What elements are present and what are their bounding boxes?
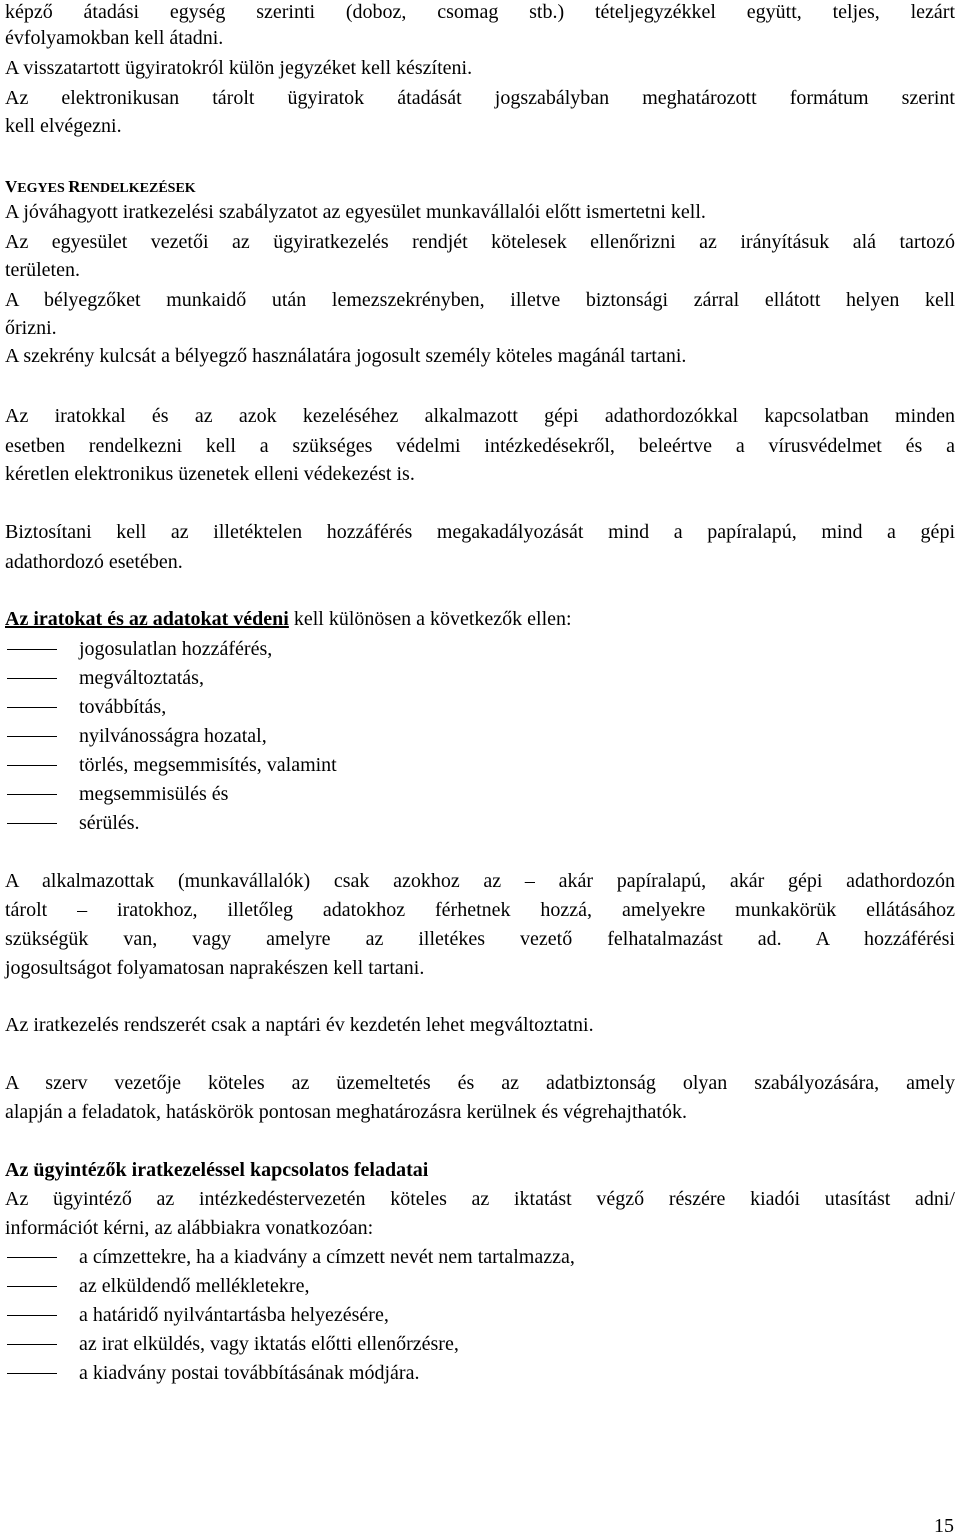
text-line: A alkalmazottak (munkavállalók) csak azokhoz az – akár papíralapú, akár gépi adathordozón xyxy=(5,870,955,892)
text-line: A szerv vezetője köteles az üzemeltetés és az adatbiztonság olyan szabályozására, amely xyxy=(5,1072,955,1094)
text-line: jogosultságot folyamatosan naprakészen kell tartani. xyxy=(5,957,425,979)
list-item: továbbítás, xyxy=(79,696,167,718)
list-dash xyxy=(7,736,57,737)
list-dash xyxy=(7,1286,57,1287)
text-line: A visszatartott ügyiratokról külön jegyzéket kell készíteni. xyxy=(5,57,473,79)
text-line: területen. xyxy=(5,259,80,281)
list-dash xyxy=(7,794,57,795)
list-dash xyxy=(7,649,57,650)
text-line: adathordozó esetében. xyxy=(5,551,183,573)
list-item: megsemmisülés és xyxy=(79,783,229,805)
list-item: az elküldendő mellékletekre, xyxy=(79,1275,310,1297)
list-dash xyxy=(7,678,57,679)
page-number: 15 xyxy=(934,1515,954,1537)
vedeni-intro-rest: kell különösen a következők ellen: xyxy=(288,608,572,630)
text-line: képző átadási egység szerinti (doboz, csomag stb.) tételjegyzékkel együtt, teljes, lezárt xyxy=(5,1,955,23)
list-dash xyxy=(7,1257,57,1258)
text-line: Az elektronikusan tárolt ügyiratok átadását jogszabályban meghatározott formátum szerint xyxy=(5,87,955,109)
text-line: tárolt – iratokhoz, illetőleg adatokhoz férhetnek hozzá, amelyekre munkakörük ellátásához xyxy=(5,899,955,921)
text-line: Az egyesület vezetői az ügyiratkezelés rendjét kötelesek ellenőrizni az irányításuk alá tartozó xyxy=(5,231,955,253)
list-dash xyxy=(7,1344,57,1345)
text-line: Az iratokkal és az azok kezeléséhez alkalmazott gépi adathordozókkal kapcsolatban minden xyxy=(5,405,955,427)
text-line: A szekrény kulcsát a bélyegző használatára jogosult személy köteles magánál tartani. xyxy=(5,345,687,367)
text-line: alapján a feladatok, hatáskörök pontosan meghatározásra kerülnek és végrehajthatók. xyxy=(5,1101,687,1123)
list-item: nyilvánosságra hozatal, xyxy=(79,725,267,747)
list-dash xyxy=(7,765,57,766)
text-line: A jóváhagyott iratkezelési szabályzatot az egyesület munkavállalói előtt ismertetni kell. xyxy=(5,201,706,223)
text-line: Biztosítani kell az illetéktelen hozzáférés megakadályozását mind a papíralapú, mind a gépi xyxy=(5,521,955,543)
list-item: jogosulatlan hozzáférés, xyxy=(79,638,273,660)
text-line: kell elvégezni. xyxy=(5,115,122,137)
list-item: megváltoztatás, xyxy=(79,667,204,689)
text-line: információt kérni, az alábbiakra vonatkozóan: xyxy=(5,1217,374,1239)
list-item: a határidő nyilvántartásba helyezésére, xyxy=(79,1304,389,1326)
section-heading-vegyes: VEGYES RENDELKEZÉSEK xyxy=(5,177,196,196)
text-line: A bélyegzőket munkaidő után lemezszekrényben, illetve biztonsági zárral ellátott helyen kell xyxy=(5,289,955,311)
text-line: kéretlen elektronikus üzenetek elleni védekezést is. xyxy=(5,463,415,485)
text-line: esetben rendelkezni kell a szükséges védelmi intézkedésekről, beleértve a vírusvédelmet és a xyxy=(5,435,955,457)
text-line: Az iratkezelés rendszerét csak a naptári év kezdetén lehet megváltoztatni. xyxy=(5,1014,594,1036)
text-line: őrizni. xyxy=(5,317,57,339)
list-item: sérülés. xyxy=(79,812,140,834)
text-line: szükségük van, vagy amelyre az illetékes vezető felhatalmazást ad. A hozzáférési xyxy=(5,928,955,950)
list-dash xyxy=(7,1315,57,1316)
list-dash xyxy=(7,707,57,708)
text-line: évfolyamokban kell átadni. xyxy=(5,27,224,49)
list-item: törlés, megsemmisítés, valamint xyxy=(79,754,337,776)
list-item: az irat elküldés, vagy iktatás előtti ellenőrzésre, xyxy=(79,1333,459,1355)
list-dash xyxy=(7,1373,57,1374)
vedeni-intro-emphasis: Az iratokat és az adatokat védeni xyxy=(5,608,289,630)
section-heading-ugyintezok: Az ügyintézők iratkezeléssel kapcsolatos feladatai xyxy=(5,1159,429,1181)
text-line: Az ügyintéző az intézkedéstervezetén köteles az iktatást végző részére kiadói utasítást adni/ xyxy=(5,1188,955,1210)
list-item: a címzettekre, ha a kiadvány a címzett nevét nem tartalmazza, xyxy=(79,1246,575,1268)
list-dash xyxy=(7,823,57,824)
vedeni-intro xyxy=(5,606,572,632)
list-item: a kiadvány postai továbbításának módjára. xyxy=(79,1362,420,1384)
